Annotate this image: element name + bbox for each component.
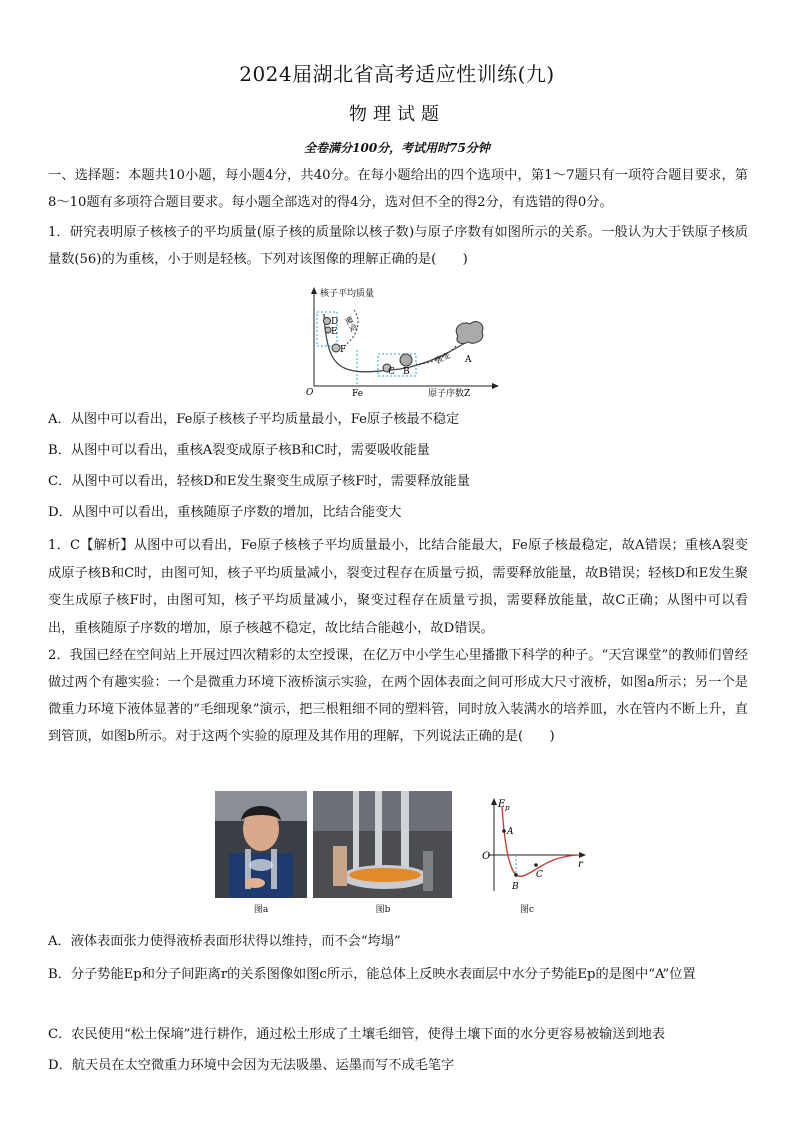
caption-c: 图c: [519, 905, 535, 915]
fe-label: Fe: [352, 389, 364, 399]
nucleus-A: [456, 322, 483, 344]
y-axis-arrow: [311, 287, 317, 294]
fission-label: 裂变: [433, 350, 452, 366]
graph-origin: O: [482, 851, 491, 862]
x-axis-label: 原子序数Z: [428, 389, 471, 399]
q1-stem: 1．研究表明原子核核子的平均质量(原子核的质量除以核子数)与原子序数有如图所示的关系。一般认为大于铁原子核质量数(56)的为重核，小于则是轻核。下列对该图像的理解正确的是( ): [48, 225, 748, 267]
point-C: [534, 863, 538, 867]
q2-option-d: D．航天员在太空微重力环境中会因为无法吸墨、运墨而写不成毛笔字: [48, 1058, 455, 1073]
graph-label-A: A: [507, 827, 514, 837]
q2-option-c: C．农民使用“松土保墒”进行耕作，通过松土形成了土壤毛细管，使得土壤下面的水分更容易被输送到地表: [48, 1027, 666, 1042]
graph-label-B: B: [512, 882, 519, 892]
label-F: F: [340, 345, 347, 355]
section-intro: 一、选择题：本题共10小题，每小题4分，共40分。在每小题给出的四个选项中，第1～7题只有一项符合题目要求，第8～10题有多项符合题目要求。每小题全部选对的得4分，选对但不全的得2分，有选错的得0分。: [48, 168, 748, 210]
label-A: A: [465, 355, 472, 365]
point-B: [514, 873, 518, 877]
graph-label-C: C: [536, 870, 543, 880]
subject-title: 物理试题: [349, 104, 445, 125]
nucleus-F: [332, 344, 340, 352]
label-C: C: [388, 367, 395, 377]
caption-a: 图a: [253, 905, 269, 915]
page-title: 2024届湖北省高考适应性训练(九): [239, 62, 555, 86]
exam-meta: 全卷满分100分，考试用时75分钟: [304, 141, 490, 155]
ep-sub-label: p: [505, 804, 510, 812]
q1-option-d: D．从图中可以看出，重核随原子序数的增加，比结合能变大: [48, 505, 402, 520]
photo-b: [313, 791, 452, 898]
q1-option-a: A．从图中可以看出，Fe原子核核子平均质量最小，Fe原子核最不稳定: [48, 412, 460, 427]
ep-r-graph: [478, 797, 588, 893]
q1-option-b: B．从图中可以看出，重核A裂变成原子核B和C时，需要吸收能量: [48, 443, 430, 458]
q2-option-a: A．液体表面张力使得液桥表面形状得以维持，而不会“垮塌”: [48, 934, 401, 949]
q1-answer: 1．C【解析】从图中可以看出，Fe原子核核子平均质量最小，比结合能最大，Fe原子核最稳定，故A错误；重核A裂变成原子核B和C时，由图可知，核子平均质量减小，裂变过程存在质量亏损，需要释放能量，故B错误；轻核D和E发生聚变生成原子核F时，由图可知，核子平均质量减小，聚变过程存在质量亏损，需要释放能量，故C正确；从图中可以看出，重核随原子序数的增加，原子核越不稳定，故比结合能越小，故D错误。: [48, 538, 748, 636]
q1-option-c: C．从图中可以看出，轻核D和E发生聚变生成原子核F时，需要释放能量: [48, 474, 470, 489]
label-E: E: [331, 327, 338, 337]
photo-a: [215, 791, 307, 898]
q2-option-b: B．分子势能Ep和分子间距离r的关系图像如图c所示，能总体上反映水表面层中水分子势能Ep的是图中“A”位置: [48, 967, 696, 982]
caption-b: 图b: [375, 905, 391, 915]
label-D: D: [331, 317, 339, 327]
r-label: r: [578, 859, 583, 870]
point-A: [502, 829, 506, 833]
y-axis-label: 核子平均质量: [320, 289, 375, 299]
nucleus-D: [324, 318, 331, 325]
x-axis-arrow: [492, 383, 499, 389]
ep-label: E: [498, 799, 506, 810]
ep-curve: [502, 807, 580, 876]
origin-label: O: [306, 388, 314, 398]
fusion-label: 聚变: [342, 315, 359, 334]
q2-stem: 2．我国已经在空间站上开展过四次精彩的太空授课，在亿万中小学生心里播撒下科学的种子。“天宫课堂”的教师们曾经做过两个有趣实验：一个是微重力环境下液桥演示实验，在两个固体表面之间可形成大尺寸液桥，如图a所示；另一个是微重力环境下液体显著的“毛细现象”演示，把三根粗细不同的塑料管，同时放入装满水的培养皿，水在管内不断上升，直到管顶，如图b所示。对于这两个实验的原理及其作用的理解，下列说法正确的是( ): [48, 648, 748, 744]
q1-figure: [300, 284, 500, 399]
label-B: B: [403, 367, 410, 377]
nucleus-B: [400, 354, 412, 366]
